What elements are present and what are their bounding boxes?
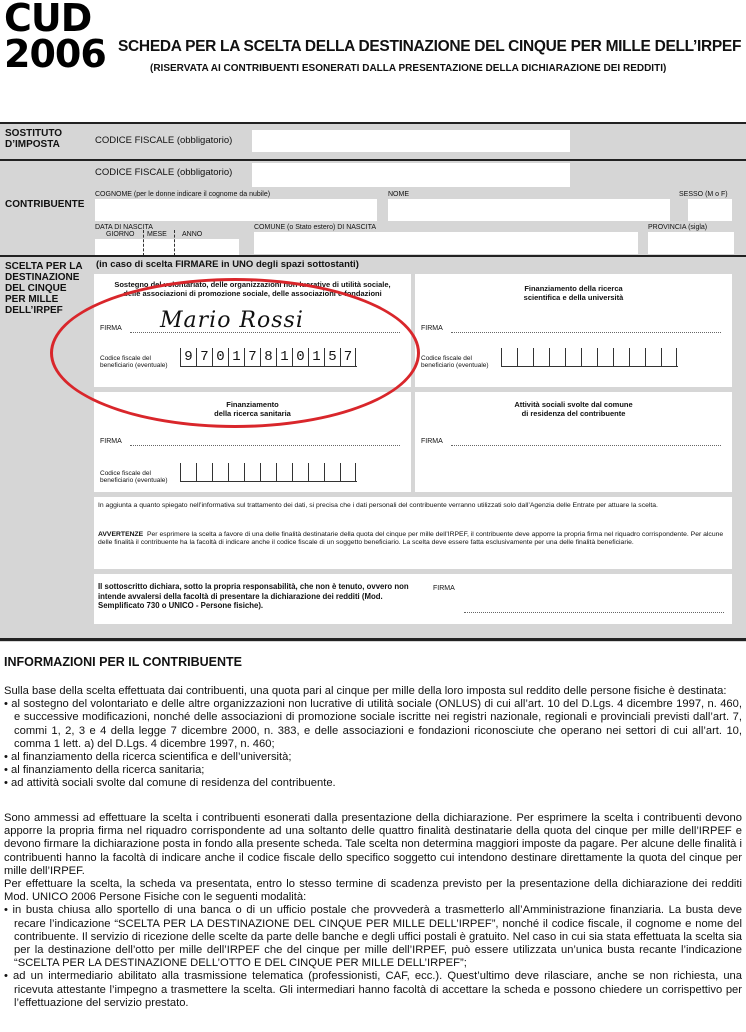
- dichiarazione-box: [94, 574, 732, 624]
- sostituto-cf-label: CODICE FISCALE (obbligatorio): [95, 135, 233, 146]
- form-area: [0, 122, 746, 642]
- firma-line[interactable]: [451, 332, 721, 333]
- info-body-2: [4, 812, 742, 1010]
- date-separator: [143, 230, 144, 256]
- panel-title: Finanziamento della ricerca scientifica e della università: [523, 284, 624, 302]
- comune-label: COMUNE (o Stato estero) DI NASCITA: [254, 224, 377, 231]
- nome-label: NOME: [388, 191, 409, 198]
- cf-baseline: [501, 366, 678, 367]
- firma-label: FIRMA: [100, 438, 122, 445]
- firma-line[interactable]: [451, 445, 721, 446]
- info-paragraph: Sono ammessi ad effettuare la scelta i contribuenti esonerati dalla presentazione della dichiarazione. Per esprimere la scelta i contribuenti devono apporre la propria firma nel riquadro corrispondente ad una soltanto delle quattro finalità destinatarie della quota del cinque per mille dell’IRPEF e devono firmare la dichiarazione posta in fondo alla presente scheda. Tale scelta non determina maggiori imposte da pagare. Per alcune delle finalità i contribuenti hanno la facoltà di indicare anche il codice fiscale dello specifico soggetto cui intendono destinare direttamente la quota del cinque per mille dell’IRPEF.: [4, 812, 742, 877]
- cf-beneficiario-field[interactable]: 9 7 0 1 7 8 1 0 1 5 7: [180, 348, 356, 366]
- info-title: INFORMAZIONI PER IL CONTRIBUENTE: [4, 655, 242, 669]
- firma-label: FIRMA: [421, 438, 443, 445]
- cf-baseline: [180, 481, 357, 482]
- info-bullet: • al sostegno del volontariato e delle altre organizzazioni non lucrative di utilità sociale (ONLUS) di cui all’art. 10 del D.Lgs. 4 dicembre 1997, n. 460, e successive modificazioni, nonché delle associazioni di promozione sociale iscritte nei registri nazionale, regionali e provinciali previsti dall’art. 7, commi 1, 2, 3 e 4 della legge 7 dicembre 2000, n. 383, e delle associazioni e fondazioni riconosciute che operano nei settori di cui all’art. 10, comma 1 lett. a) del D.Lgs. 4 dicembre 1997, n. 460;: [4, 698, 742, 750]
- cf-beneficiario-label: Codice fiscale del beneficiario (eventuale): [100, 355, 168, 369]
- sesso-field[interactable]: [688, 199, 732, 221]
- firma-label: FIRMA: [421, 325, 443, 332]
- anno-label: ANNO: [182, 231, 203, 238]
- provincia-field[interactable]: [648, 232, 734, 254]
- red-highlight-oval: [50, 278, 420, 428]
- contribuente-label: CONTRIBUENTE: [5, 199, 85, 210]
- dichiarazione-firma-line[interactable]: [464, 612, 724, 613]
- scelta-label: SCELTA PER LA DESTINAZIONE DEL CINQUE PER MILLE DELL’IRPEF: [5, 261, 83, 316]
- info-bullet: • al finanziamento della ricerca sanitaria;: [4, 764, 205, 777]
- info-body: [4, 685, 742, 791]
- page-subtitle: (RISERVATA AI CONTRIBUENTI ESONERATI DALLA PRESENTAZIONE DELLA DICHIARAZIONE DEI REDDITI): [150, 63, 667, 74]
- avvertenze-text: Per esprimere la scelta a favore di una delle finalità destinatarie della quota del cinque per mille dell’IRPEF, il contribuente deve apporre la propria firma nel riquadro corrispondente. Per alcune delle finalità il contribuente ha la facoltà di indicare anche il codice fiscale di un soggetto beneficiario. La scelta deve essere fatta esclusivamente per una delle finalità beneficiarie.: [98, 531, 724, 547]
- panel-title: Finanziamento della ricerca sanitaria: [214, 400, 291, 418]
- privacy-note: In aggiunta a quanto spiegato nell’informativa sul trattamento dei dati, si precisa che i dati personali del contribuente verranno utilizzati solo dall’Agenzia delle Entrate per attuare la scelta.: [98, 502, 658, 509]
- scelta-instruction: (in caso di scelta FIRMARE in UNO degli spazi sottostanti): [96, 259, 359, 270]
- panel-title: Sostegno del volontariato, delle organizzazioni non lucrative di utilità sociale, delle associazioni di promozione sociale, delle associazioni e fondazioni: [114, 280, 391, 298]
- cud-2006-logo: [4, 0, 106, 76]
- firma-label: FIRMA: [100, 325, 122, 332]
- info-bullet: • ad attività sociali svolte dal comune di residenza del contribuente.: [4, 777, 336, 790]
- sostituto-label: SOSTITUTO D’IMPOSTA: [5, 128, 63, 150]
- handwritten-signature: Mario Rossi: [160, 308, 304, 333]
- info-bullet: • in busta chiusa allo sportello di una banca o di un ufficio postale che provvederà a trasmetterlo all’Amministrazione finanziaria. La busta deve recare l’indicazione “SCELTA PER LA DESTINAZIONE DEL CINQUE PER MILLE DELL’IRPEF”, nonché il codice fiscale, il cognome e nome del contribuente. Il servizio di ricezione delle scelte da parte delle banche e degli uffici postali è gratuito. Nel caso in cui sia stata effettuata la scelta sia per la destinazione dell’otto per mille dell’IRPEF che del cinque per mille dell’IRPEF, può essere utilizzata un’unica busta recante l’indicazione “SCELTA PER LA DESTINAZIONE DELL’OTTO E DEL CINQUE PER MILLE DELL’IRPEF”;: [4, 904, 742, 970]
- panel-title: Attività sociali svolte dal comune di residenza del contribuente: [514, 400, 633, 418]
- provincia-label: PROVINCIA (sigla): [648, 224, 708, 231]
- data-nascita-label: DATA DI NASCITA: [95, 224, 153, 231]
- notes-box: [94, 497, 732, 569]
- logo-line-2: 2006: [4, 32, 106, 76]
- cf-beneficiario-field[interactable]: [501, 348, 677, 366]
- info-bullet: • ad un intermediario abilitato alla trasmissione telematica (professionisti, CAF, ecc.). Quest’ultimo deve rilasciare, anche se non richiesta, una ricevuta attestante l’impegno a trasmettere la scelta. Gli intermediari hanno facoltà di accettare la scheda e possono chiedere un corrispettivo per l’effettuazione del servizio prestato.: [4, 970, 742, 1009]
- cf-beneficiario-field[interactable]: [180, 463, 356, 481]
- divider: [0, 159, 746, 161]
- data-nascita-field[interactable]: [95, 239, 239, 255]
- avvertenze-label: AVVERTENZE: [98, 531, 144, 538]
- dichiarazione-text: Il sottoscritto dichiara, sotto la propria responsabilità, che non è tenuto, ovvero non intende avvalersi della facoltà di presentare la dichiarazione dei redditi (Mod. Semplificato 730 o UNICO - Persone fisiche).: [98, 582, 409, 610]
- info-paragraph: Per effettuare la scelta, la scheda va presentata, entro lo stesso termine di scadenza previsto per la presentazione della dichiarazione dei redditi Mod. UNICO 2006 Persone Fisiche con le seguenti modalità:: [4, 878, 742, 904]
- contribuente-cf-field[interactable]: [252, 163, 570, 187]
- cognome-field[interactable]: [95, 199, 377, 221]
- panel-attivita-sociali-comune[interactable]: [415, 392, 732, 492]
- info-intro: Sulla base della scelta effettuata dai contribuenti, una quota pari al cinque per mille della loro imposta sul reddito delle persone fisiche è destinata:: [4, 685, 727, 697]
- logo-line-1: CUD: [4, 0, 92, 40]
- sostituto-cf-field[interactable]: [252, 130, 570, 152]
- cf-beneficiario-label: Codice fiscale del beneficiario (eventuale): [421, 355, 489, 369]
- dichiarazione-firma-label: FIRMA: [433, 585, 455, 592]
- mese-label: MESE: [147, 231, 167, 238]
- avvertenze: [98, 531, 728, 548]
- comune-field[interactable]: [254, 232, 638, 254]
- firma-line[interactable]: [130, 445, 400, 446]
- sesso-label: SESSO (M o F): [679, 191, 728, 198]
- cognome-label: COGNOME (per le donne indicare il cognome da nubile): [95, 191, 271, 198]
- page-title: SCHEDA PER LA SCELTA DELLA DESTINAZIONE DEL CINQUE PER MILLE DELL’IRPEF: [118, 38, 742, 55]
- divider: [0, 255, 746, 257]
- date-separator: [174, 230, 175, 256]
- giorno-label: GIORNO: [106, 231, 135, 238]
- nome-field[interactable]: [388, 199, 670, 221]
- info-bullet: • al finanziamento della ricerca scientifica e dell’università;: [4, 751, 292, 764]
- cf-beneficiario-label: Codice fiscale del beneficiario (eventuale): [100, 470, 168, 484]
- contribuente-cf-label: CODICE FISCALE (obbligatorio): [95, 167, 233, 178]
- panel-ricerca-scientifica[interactable]: [415, 274, 732, 387]
- divider: [0, 122, 746, 124]
- divider: [0, 638, 746, 641]
